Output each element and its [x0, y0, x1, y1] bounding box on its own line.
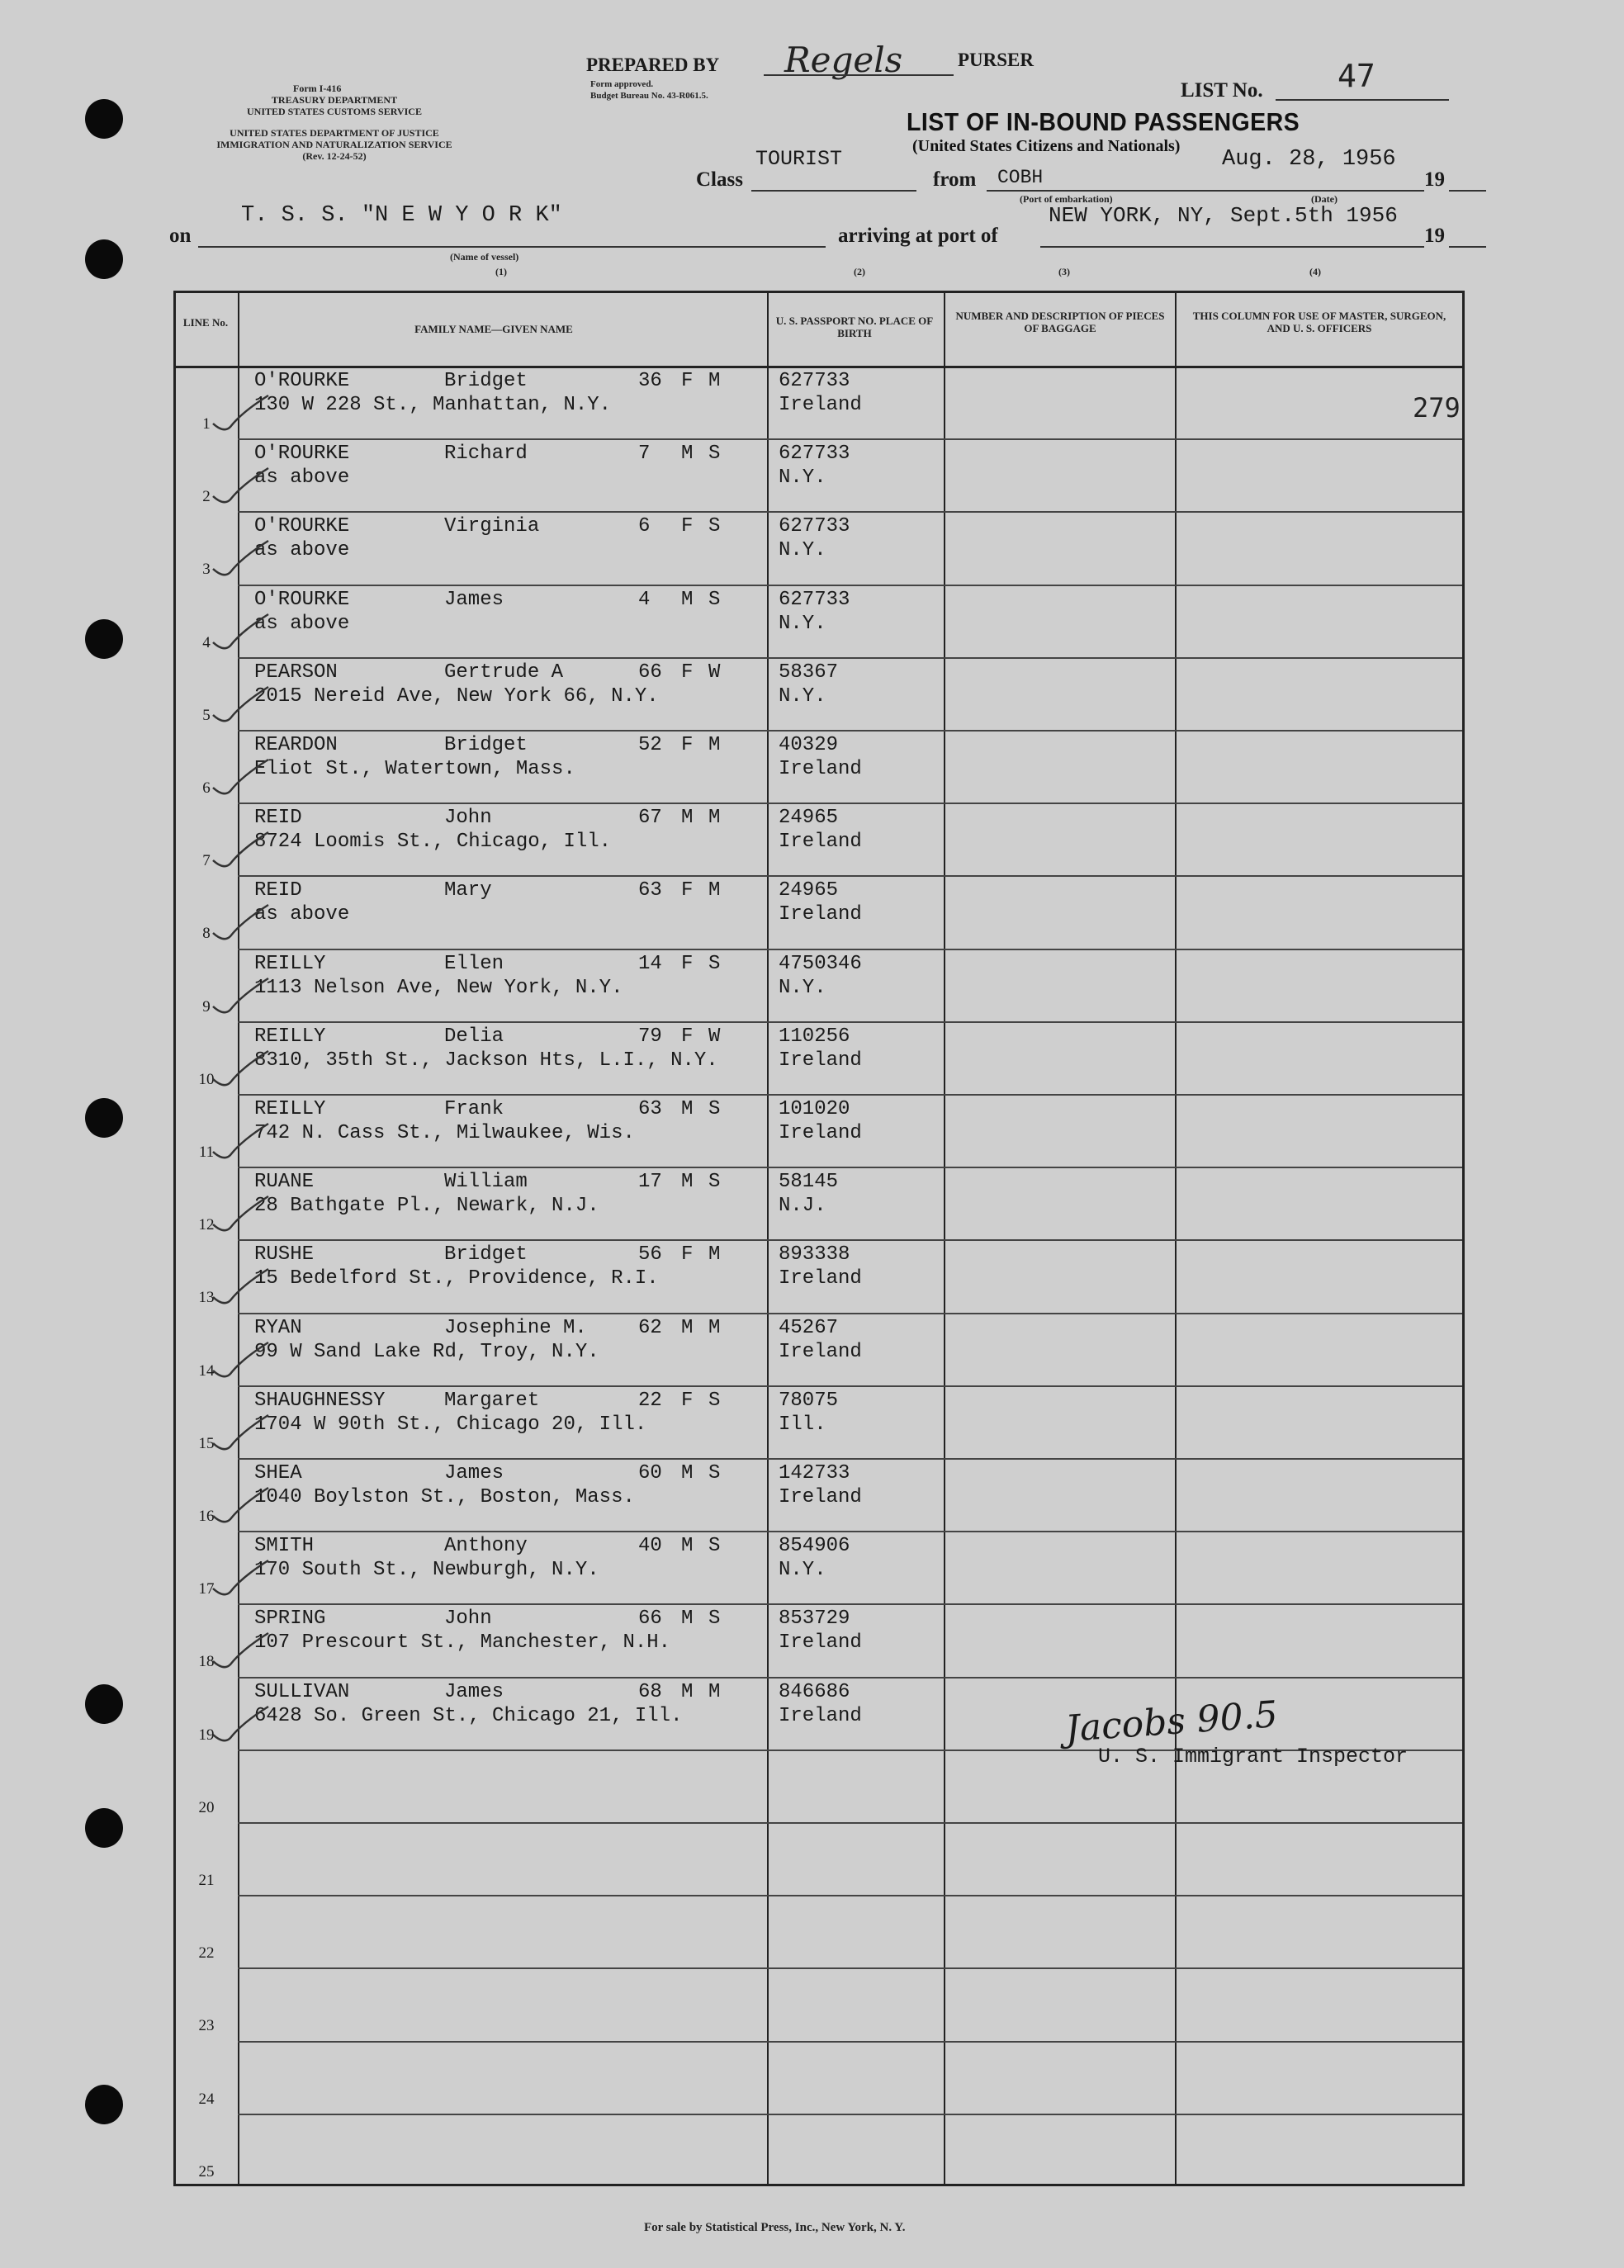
- class-line: [751, 190, 916, 192]
- place-of-birth: Ireland: [779, 903, 862, 926]
- sex: M: [681, 1316, 694, 1339]
- place-of-birth: Ireland: [779, 1267, 862, 1290]
- row-divider: [238, 1967, 1462, 1969]
- family-name: REILLY: [254, 1098, 326, 1120]
- family-name: REARDON: [254, 734, 338, 756]
- header-officers: THIS COLUMN FOR USE OF MASTER, SURGEON, AND U. S. OFFICERS: [1192, 310, 1446, 334]
- col-4-caption: (4): [1309, 266, 1321, 277]
- row-divider: [238, 1822, 1462, 1824]
- family-name: O'ROURKE: [254, 515, 350, 538]
- address: 1704 W 90th St., Chicago 20, Ill.: [254, 1413, 647, 1436]
- given-name: Anthony: [444, 1535, 528, 1558]
- age: 63: [638, 1098, 662, 1120]
- passport-number: 142733: [779, 1462, 850, 1484]
- given-name: James: [444, 1462, 504, 1484]
- row-divider: [238, 585, 1462, 586]
- line-number: 18: [198, 1653, 215, 1671]
- marital-status: S: [708, 1098, 721, 1120]
- sex: M: [681, 1098, 694, 1120]
- passport-number: 627733: [779, 588, 850, 611]
- address: 15 Bedelford St., Providence, R.I.: [254, 1267, 659, 1290]
- address: 1040 Boylston St., Boston, Mass.: [254, 1486, 635, 1508]
- place-of-birth: N.Y.: [779, 684, 826, 708]
- sex: M: [681, 1607, 694, 1631]
- line-number: 12: [198, 1216, 215, 1234]
- family-name: SPRING: [254, 1607, 326, 1631]
- header-baggage: NUMBER AND DESCRIPTION OF PIECES OF BAGGAGE: [955, 310, 1165, 334]
- family-name: SHAUGHNESSY: [254, 1389, 386, 1412]
- line-number: 19: [198, 1726, 215, 1744]
- address: 6428 So. Green St., Chicago 21, Ill.: [254, 1704, 683, 1727]
- family-name: SHEA: [254, 1462, 302, 1484]
- address: 8724 Loomis St., Chicago, Ill.: [254, 831, 612, 854]
- check-mark-icon: [209, 1555, 275, 1605]
- sex: M: [681, 1680, 694, 1703]
- passenger-table: [173, 291, 1465, 2186]
- sex: M: [681, 588, 694, 611]
- vessel-name: T. S. S. "N E W Y O R K": [241, 203, 562, 228]
- arrival-line: [1040, 246, 1424, 248]
- address: 99 W Sand Lake Rd, Troy, N.Y.: [254, 1340, 599, 1363]
- list-no-value: 47: [1338, 58, 1375, 94]
- page-subtitle: (United States Citizens and Nationals): [912, 137, 1181, 155]
- binder-hole: [85, 2085, 123, 2124]
- address: 107 Prescourt St., Manchester, N.H.: [254, 1631, 671, 1655]
- address: 742 N. Cass St., Milwaukee, Wis.: [254, 1122, 635, 1144]
- address: as above: [254, 903, 350, 926]
- line-number: 2: [202, 488, 211, 506]
- check-mark-icon: [209, 682, 275, 732]
- age: 52: [638, 734, 662, 756]
- row-divider: [238, 1895, 1462, 1896]
- on-label: on: [169, 225, 192, 247]
- line-number: 11: [198, 1143, 215, 1161]
- passport-number: 24965: [779, 879, 839, 902]
- binder-hole: [85, 1808, 123, 1848]
- header-line-no: LINE No.: [182, 316, 229, 329]
- place-of-birth: N.J.: [779, 1195, 826, 1218]
- sex: F: [681, 952, 694, 975]
- marital-status: M: [708, 370, 721, 392]
- check-mark-icon: [209, 1046, 275, 1096]
- family-name: RYAN: [254, 1316, 302, 1339]
- row-divider: [238, 1677, 1462, 1679]
- header-passport: U. S. PASSPORT NO. PLACE OF BIRTH: [775, 315, 934, 339]
- arrival-port: NEW YORK, NY,: [1049, 203, 1216, 228]
- customs-label: UNITED STATES CUSTOMS SERVICE: [247, 106, 422, 117]
- row-divider: [238, 657, 1462, 659]
- year-line-2: [1449, 246, 1486, 248]
- binder-hole: [85, 99, 123, 139]
- col-divider: [1175, 293, 1177, 2184]
- col-divider: [944, 293, 945, 2184]
- from-label: from: [933, 168, 977, 191]
- family-name: RUANE: [254, 1171, 315, 1194]
- address: 8310, 35th St., Jackson Hts, L.I., N.Y.: [254, 1049, 718, 1072]
- row-divider: [238, 1313, 1462, 1314]
- place-of-birth: Ireland: [779, 831, 862, 854]
- place-of-birth: Ireland: [779, 758, 862, 780]
- place-of-birth: Ireland: [779, 394, 862, 416]
- line-number: 6: [202, 779, 211, 797]
- marital-status: S: [708, 588, 721, 611]
- sex: M: [681, 1535, 694, 1558]
- address: 1113 Nelson Ave, New York, N.Y.: [254, 976, 623, 999]
- given-name: Virginia: [444, 515, 540, 538]
- given-name: Josephine M.: [444, 1316, 587, 1339]
- date-caption: (Date): [1311, 193, 1338, 205]
- line-number: 7: [202, 852, 211, 870]
- sex: F: [681, 734, 694, 756]
- line-number: 9: [202, 997, 211, 1016]
- line-number: 25: [198, 2162, 215, 2180]
- family-name: O'ROURKE: [254, 443, 350, 466]
- given-name: Gertrude A: [444, 661, 564, 684]
- check-mark-icon: [209, 1119, 275, 1168]
- place-of-birth: N.Y.: [779, 976, 826, 999]
- line-number: 10: [198, 1070, 215, 1088]
- sex: M: [681, 1462, 694, 1484]
- line-number: 5: [202, 706, 211, 724]
- row-divider: [238, 949, 1462, 950]
- row-divider: [238, 1094, 1462, 1096]
- approved-note: Form approved. Budget Bureau No. 43-R061.5.: [590, 79, 708, 101]
- binder-hole: [85, 1684, 123, 1724]
- row-divider: [238, 438, 1462, 440]
- treasury-label: TREASURY DEPARTMENT: [271, 94, 398, 106]
- address: Eliot St., Watertown, Mass.: [254, 758, 575, 780]
- family-name: REID: [254, 807, 302, 830]
- place-of-birth: N.Y.: [779, 466, 826, 490]
- justice-label: UNITED STATES DEPARTMENT OF JUSTICE: [230, 127, 439, 139]
- age: 36: [638, 370, 662, 392]
- row-divider: [238, 1531, 1462, 1532]
- check-mark-icon: [209, 1191, 275, 1241]
- age: 67: [638, 807, 662, 830]
- given-name: Delia: [444, 1025, 504, 1048]
- sex: F: [681, 1025, 694, 1048]
- passport-number: 40329: [779, 734, 839, 756]
- col-3-caption: (3): [1058, 266, 1070, 277]
- year-suffix-1: 19: [1424, 168, 1445, 191]
- header-name: FAMILY NAME—GIVEN NAME: [414, 323, 573, 335]
- passport-number: 846686: [779, 1680, 850, 1703]
- col-divider: [767, 293, 769, 2184]
- given-name: Bridget: [444, 734, 528, 756]
- family-name: SMITH: [254, 1535, 315, 1558]
- family-name: PEARSON: [254, 661, 338, 684]
- sex: F: [681, 1243, 694, 1267]
- address: as above: [254, 539, 350, 562]
- sex: M: [681, 807, 694, 830]
- given-name: Ellen: [444, 952, 504, 975]
- row-divider: [238, 1458, 1462, 1460]
- passport-number: 627733: [779, 515, 850, 538]
- marital-status: S: [708, 1389, 721, 1412]
- address: as above: [254, 612, 350, 635]
- place-of-birth: Ireland: [779, 1486, 862, 1508]
- check-mark-icon: [209, 391, 275, 440]
- line-number: 13: [198, 1289, 215, 1307]
- passport-number: 854906: [779, 1535, 850, 1558]
- row-divider: [238, 2114, 1462, 2115]
- vessel-line: [198, 246, 826, 248]
- passport-number: 627733: [779, 443, 850, 466]
- officer-note: 279: [1413, 392, 1461, 424]
- binder-hole: [85, 619, 123, 659]
- check-mark-icon: [209, 973, 275, 1023]
- place-of-birth: Ireland: [779, 1704, 862, 1727]
- inspector-label: U. S. Immigrant Inspector: [1098, 1745, 1409, 1768]
- port-caption: (Port of embarkation): [1020, 193, 1113, 205]
- line-number: 8: [202, 925, 211, 943]
- check-mark-icon: [209, 827, 275, 877]
- row-divider: [238, 2041, 1462, 2043]
- passport-number: 853729: [779, 1607, 850, 1631]
- given-name: Richard: [444, 443, 528, 466]
- marital-status: W: [708, 661, 721, 684]
- row-divider: [238, 1385, 1462, 1387]
- col-1-caption: (1): [495, 266, 507, 277]
- address: 28 Bathgate Pl., Newark, N.J.: [254, 1195, 599, 1218]
- marital-status: S: [708, 515, 721, 538]
- check-mark-icon: [209, 1264, 275, 1314]
- line-number: 22: [198, 1944, 215, 1963]
- age: 66: [638, 1607, 662, 1631]
- list-no-line: [1276, 99, 1449, 101]
- arrival-date: Sept.5th 1956: [1230, 203, 1398, 228]
- age: 63: [638, 879, 662, 902]
- row-divider: [238, 1021, 1462, 1023]
- age: 40: [638, 1535, 662, 1558]
- marital-status: S: [708, 1535, 721, 1558]
- marital-status: S: [708, 443, 721, 466]
- line-number: 15: [198, 1434, 215, 1452]
- age: 60: [638, 1462, 662, 1484]
- footer-note: For sale by Statistical Press, Inc., New York, N. Y.: [644, 2221, 906, 2234]
- justice-block: [169, 127, 500, 162]
- place-of-birth: N.Y.: [779, 612, 826, 635]
- check-mark-icon: [209, 536, 275, 585]
- age: 6: [638, 515, 651, 538]
- age: 7: [638, 443, 651, 466]
- age: 14: [638, 952, 662, 975]
- departure-date: Aug. 28, 1956: [1222, 147, 1396, 172]
- sex: F: [681, 515, 694, 538]
- age: 62: [638, 1316, 662, 1339]
- row-divider: [238, 730, 1462, 732]
- place-of-birth: N.Y.: [779, 539, 826, 562]
- given-name: William: [444, 1171, 528, 1194]
- passport-number: 24965: [779, 807, 839, 830]
- prepared-by-line: [764, 74, 954, 76]
- given-name: Mary: [444, 879, 492, 902]
- line-number: 1: [202, 415, 211, 433]
- marital-status: S: [708, 1171, 721, 1194]
- given-name: James: [444, 588, 504, 611]
- col-2-caption: (2): [854, 266, 865, 277]
- marital-status: W: [708, 1025, 721, 1048]
- arriving-label: arriving at port of: [838, 225, 998, 247]
- family-name: O'ROURKE: [254, 370, 350, 392]
- class-value: TOURIST: [755, 147, 843, 171]
- line-number: 4: [202, 633, 211, 651]
- date-line: [1218, 190, 1424, 192]
- check-mark-icon: [209, 900, 275, 949]
- marital-status: S: [708, 1607, 721, 1631]
- list-no-label: LIST No.: [1181, 79, 1263, 102]
- binder-hole: [85, 239, 123, 279]
- given-name: John: [444, 1607, 492, 1631]
- passport-number: 893338: [779, 1243, 850, 1267]
- binder-hole: [85, 1098, 123, 1138]
- place-of-birth: N.Y.: [779, 1559, 826, 1582]
- sex: M: [681, 443, 694, 466]
- agency-block: [169, 83, 500, 117]
- age: 17: [638, 1171, 662, 1194]
- family-name: O'ROURKE: [254, 588, 350, 611]
- from-line: [987, 190, 1218, 192]
- marital-status: M: [708, 807, 721, 830]
- revision-label: (Rev. 12-24-52): [302, 150, 367, 162]
- passport-number: 58145: [779, 1171, 839, 1194]
- row-divider: [238, 803, 1462, 804]
- marital-status: M: [708, 879, 721, 902]
- immigration-label: IMMIGRATION AND NATURALIZATION SERVICE: [216, 139, 452, 150]
- row-divider: [238, 511, 1462, 513]
- line-number: 23: [198, 2017, 215, 2035]
- family-name: SULLIVAN: [254, 1680, 350, 1703]
- address: 2015 Nereid Ave, New York 66, N.Y.: [254, 684, 659, 708]
- row-divider: [238, 875, 1462, 877]
- check-mark-icon: [209, 1410, 275, 1460]
- sex: F: [681, 879, 694, 902]
- check-mark-icon: [209, 1483, 275, 1532]
- age: 22: [638, 1389, 662, 1412]
- address: 130 W 228 St., Manhattan, N.Y.: [254, 394, 612, 416]
- age: 79: [638, 1025, 662, 1048]
- line-number: 16: [198, 1508, 215, 1525]
- sex: F: [681, 1389, 694, 1412]
- address: 170 South St., Newburgh, N.Y.: [254, 1559, 599, 1582]
- place-of-birth: Ireland: [779, 1340, 862, 1363]
- check-mark-icon: [209, 1702, 275, 1751]
- age: 56: [638, 1243, 662, 1267]
- vessel-caption: (Name of vessel): [450, 251, 519, 263]
- marital-status: S: [708, 1462, 721, 1484]
- line-number: 24: [198, 2090, 215, 2108]
- header-divider: [176, 366, 1462, 368]
- marital-status: M: [708, 1243, 721, 1267]
- marital-status: M: [708, 734, 721, 756]
- passport-number: 78075: [779, 1389, 839, 1412]
- marital-status: M: [708, 1316, 721, 1339]
- given-name: Bridget: [444, 370, 528, 392]
- sex: F: [681, 370, 694, 392]
- line-number: 21: [198, 1872, 215, 1889]
- line-number: 3: [202, 561, 211, 579]
- passport-number: 45267: [779, 1316, 839, 1339]
- place-of-birth: Ill.: [779, 1413, 826, 1436]
- check-mark-icon: [209, 1628, 275, 1678]
- age: 68: [638, 1680, 662, 1703]
- passport-number: 4750346: [779, 952, 862, 975]
- purser-label: PURSER: [958, 50, 1035, 70]
- age: 66: [638, 661, 662, 684]
- check-mark-icon: [209, 463, 275, 513]
- place-of-birth: Ireland: [779, 1049, 862, 1072]
- family-name: REILLY: [254, 1025, 326, 1048]
- family-name: REID: [254, 879, 302, 902]
- row-divider: [238, 1239, 1462, 1241]
- place-of-birth: Ireland: [779, 1631, 862, 1655]
- from-value: COBH: [997, 167, 1044, 188]
- prepared-by-label: PREPARED BY: [586, 54, 720, 75]
- line-number: 17: [198, 1580, 215, 1598]
- year-line-1: [1449, 190, 1486, 192]
- class-label: Class: [696, 168, 743, 191]
- given-name: Frank: [444, 1098, 504, 1120]
- row-divider: [238, 1603, 1462, 1605]
- given-name: Bridget: [444, 1243, 528, 1267]
- age: 4: [638, 588, 651, 611]
- page-title: LIST OF IN-BOUND PASSENGERS: [907, 107, 1300, 136]
- check-mark-icon: [209, 755, 275, 804]
- marital-status: M: [708, 1680, 721, 1703]
- place-of-birth: Ireland: [779, 1122, 862, 1144]
- line-number: 20: [198, 1798, 215, 1816]
- check-mark-icon: [209, 1338, 275, 1387]
- year-suffix-2: 19: [1424, 225, 1445, 247]
- given-name: James: [444, 1680, 504, 1703]
- passport-number: 110256: [779, 1025, 850, 1048]
- passport-number: 101020: [779, 1098, 850, 1120]
- family-name: RUSHE: [254, 1243, 315, 1267]
- marital-status: S: [708, 952, 721, 975]
- line-number: 14: [198, 1361, 215, 1380]
- inspector-signature: Jacobs 90.5: [1063, 1693, 1280, 1750]
- family-name: REILLY: [254, 952, 326, 975]
- form-number: Form I-416: [293, 83, 342, 94]
- sex: M: [681, 1171, 694, 1194]
- passport-number: 58367: [779, 661, 839, 684]
- given-name: Margaret: [444, 1389, 540, 1412]
- passport-number: 627733: [779, 370, 850, 392]
- sex: F: [681, 661, 694, 684]
- prepared-by-signature: Regels: [784, 40, 903, 80]
- row-divider: [238, 1167, 1462, 1168]
- address: as above: [254, 466, 350, 490]
- given-name: John: [444, 807, 492, 830]
- check-mark-icon: [209, 609, 275, 659]
